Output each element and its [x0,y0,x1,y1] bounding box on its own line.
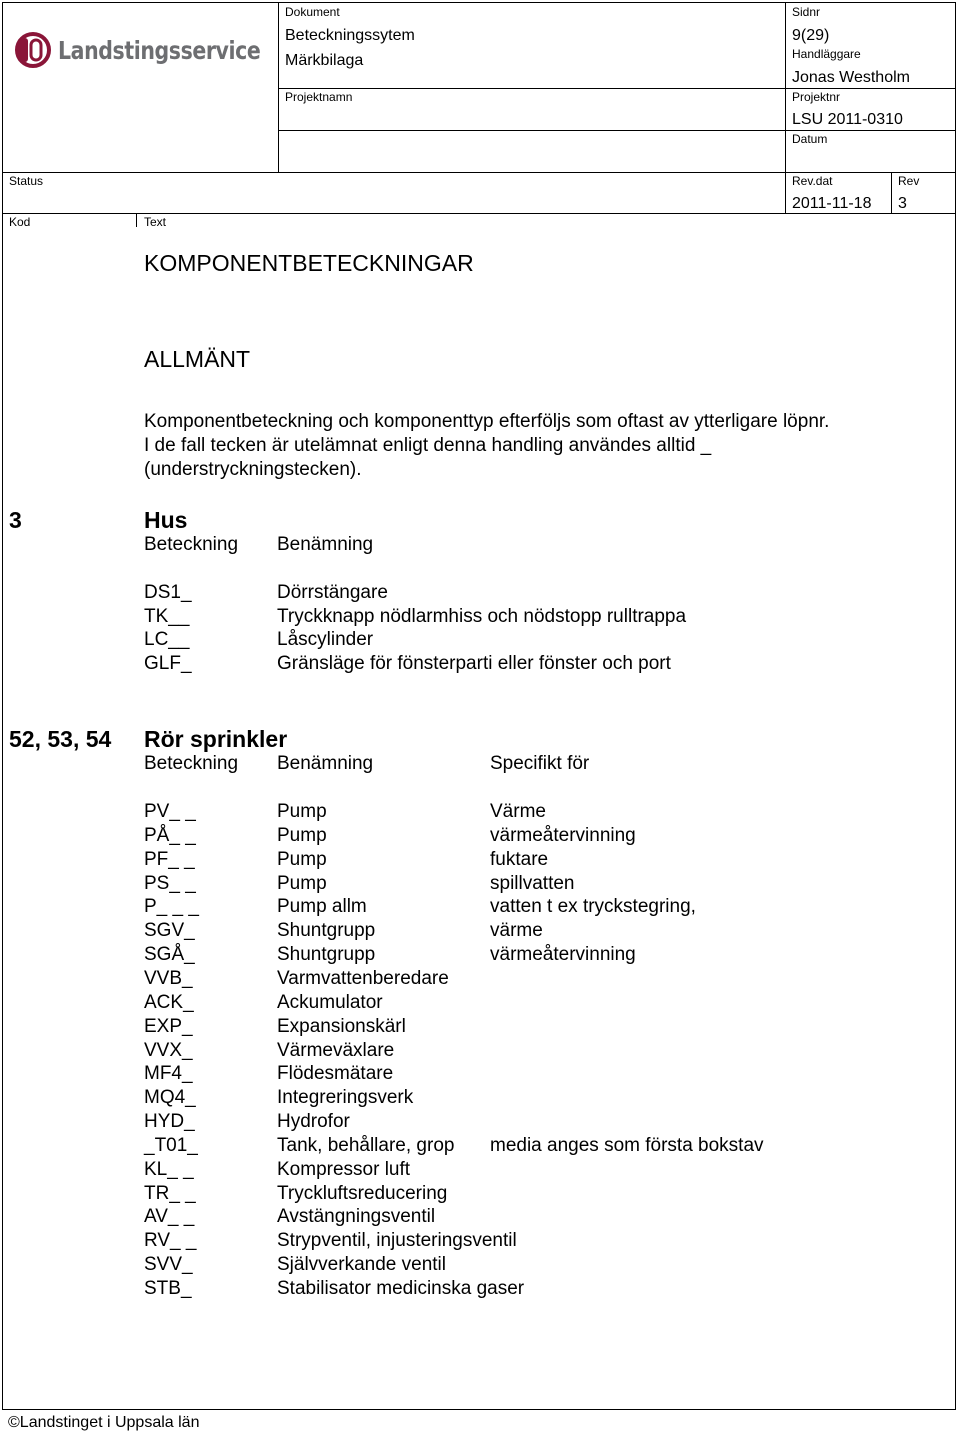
row-spec: vatten t ex tryckstegring, [490,896,696,918]
row-name: Varmvattenberedare [277,967,449,989]
row-name: Tryckluftsreducering [277,1182,448,1204]
header-divider [785,2,786,213]
section-ror-title: Rör sprinkler [144,726,288,752]
logo-mark-icon [14,30,52,70]
row-name: Strypventil, injusteringsventil [277,1230,517,1252]
col-specifikt: Specifikt för [490,753,590,774]
sidnr-label: Sidnr [792,5,821,19]
row-code: LC__ [144,629,190,651]
row-spec: media anges som första bokstav [490,1134,764,1156]
row-name: Pump [277,801,327,822]
kod-label: Kod [9,215,31,229]
section-allmant-heading: ALLMÄNT [144,346,251,372]
row-spec: spillvatten [490,872,575,894]
header-divider [891,172,892,213]
row-name: Avstängningsventil [277,1206,436,1228]
row-code: MF4_ [144,1063,193,1085]
row-name: Pump allm [277,896,367,918]
row-spec: Värme [490,801,546,822]
row-spec: fuktare [490,848,549,870]
row-name: Shuntgrupp [277,944,376,966]
row-spec: värme [490,920,543,942]
row-code: VVB_ [144,967,193,989]
row-code: ACK_ [144,991,194,1013]
header-divider [278,88,956,89]
projektnr-label: Projektnr [792,90,841,104]
row-name: Låscylinder [277,629,374,651]
allmant-line: Komponentbeteckning och komponenttyp efterföljs som oftast av ytterligare löpnr. [144,411,830,432]
rev-label: Rev [898,174,920,188]
section-hus-number: 3 [9,507,22,533]
row-name: Dörrstängare [277,582,388,603]
status-label: Status [9,174,44,188]
footer [8,1414,199,1432]
row-name: Kompressor luft [277,1158,411,1180]
row-code: DS1_ [144,582,192,603]
rev-value: 3 [898,195,907,212]
copyright-icon: © [8,1414,20,1431]
logo-text: Landstingsservice [58,35,261,65]
row-spec: värmeåtervinning [490,944,636,966]
row-name: Självverkande ventil [277,1254,446,1276]
row-code: SVV_ [144,1254,193,1276]
sidnr-value: 9(29) [792,27,830,44]
row-name: Pump [277,872,327,894]
row-name: Hydrofor [277,1111,350,1133]
datum-label: Datum [792,132,828,146]
row-code: PS_ _ [144,872,196,894]
row-code: TR_ _ [144,1182,196,1204]
row-code: PF_ _ [144,848,195,870]
row-code: VVX_ [144,1039,193,1061]
row-name: Gränsläge för fönsterparti eller fönster och port [277,653,671,675]
landstingsservice-logo [14,30,305,70]
row-name: Shuntgrupp [277,920,376,942]
row-code: STB_ [144,1278,192,1299]
row-name: Integreringsverk [277,1087,414,1109]
dokument-label: Dokument [285,5,340,19]
col-benamning: Benämning [277,534,374,555]
row-code: GLF_ [144,653,192,675]
header-divider [278,130,956,131]
row-name: Flödesmätare [277,1063,394,1085]
handlaggare-label: Handläggare [792,47,861,61]
header-divider [136,213,137,227]
col-beteckning: Beteckning [144,534,239,555]
allmant-line: (understryckningstecken). [144,459,362,480]
footer-text: Landstinget i Uppsala län [19,1414,200,1431]
header-divider [278,2,279,172]
row-name: Pump [277,848,327,870]
revdat-value: 2011-11-18 [792,195,872,212]
col-benamning: Benämning [277,753,374,774]
row-code: PV_ _ [144,801,196,822]
page-title: KOMPONENTBETECKNINGAR [144,250,474,276]
row-code: HYD_ [144,1111,195,1133]
row-code: P_ _ _ [144,896,199,918]
row-name: Värmeväxlare [277,1039,395,1061]
row-name: Stabilisator medicinska gaser [277,1278,525,1299]
row-code: PÅ_ _ [144,824,196,846]
dokument-line1: Beteckningssytem [285,27,415,44]
row-code: AV_ _ [144,1206,195,1228]
row-name: Expansionskärl [277,1015,406,1037]
row-name: Pump [277,824,327,846]
section-allmant-text [144,410,829,482]
row-code: _T01_ [144,1134,198,1156]
row-code: SGV_ [144,920,195,942]
row-spec: värmeåtervinning [490,824,636,846]
text-label: Text [144,215,167,229]
header-divider [2,213,956,214]
revdat-label: Rev.dat [792,174,833,188]
section-hus-title: Hus [144,507,188,533]
row-code: EXP_ [144,1015,193,1037]
allmant-line: I de fall tecken är utelämnat enligt denna handling användes alltid _ [144,435,712,456]
row-code: RV_ _ [144,1230,197,1252]
handlaggare-value: Jonas Westholm [792,69,910,86]
row-name: Tank, behållare, grop [277,1134,455,1156]
header-divider [2,172,956,173]
row-code: KL_ _ [144,1158,194,1180]
row-name: Tryckknapp nödlarmhiss och nödstopp rulltrappa [277,605,687,627]
row-code: TK__ [144,605,190,627]
projektnr-value: LSU 2011-0310 [792,111,903,128]
dokument-line2: Märkbilaga [285,52,364,69]
col-beteckning: Beteckning [144,753,239,774]
projektnamn-label: Projektnamn [285,90,353,104]
row-code: SGÅ_ [144,944,195,966]
row-code: MQ4_ [144,1087,196,1109]
row-name: Ackumulator [277,991,383,1013]
section-ror-number: 52, 53, 54 [9,726,112,752]
